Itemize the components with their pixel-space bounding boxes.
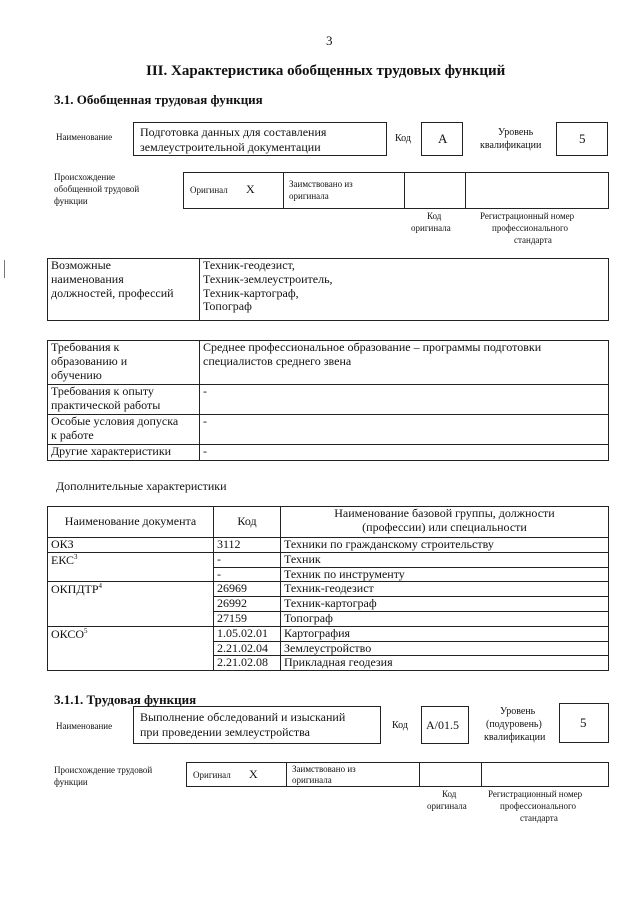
gtf-name-line2: землеустроительной документации <box>140 140 321 154</box>
origin-reg-caption-3: стандарта <box>514 235 552 245</box>
code-cell: 26969 <box>214 582 281 597</box>
gtf-name-box <box>133 122 387 156</box>
req-label-line: Требования к <box>51 340 120 354</box>
position-item: Техник-картограф, <box>203 285 299 300</box>
header-name-line2: (профессии) или специальности <box>362 519 527 534</box>
code-cell: - <box>214 567 281 582</box>
table-row <box>48 626 609 641</box>
req-label-line: Особые условия допуска <box>51 414 179 428</box>
code-cell: 27159 <box>214 611 281 626</box>
doc-name: ОКСО <box>51 626 85 641</box>
tf-level-label-2: (подуровень) <box>486 719 542 730</box>
gtf-level-label-2: квалификации <box>480 140 542 151</box>
tf-name-label: Наименование <box>56 721 113 731</box>
req-label-line: к работе <box>51 427 94 442</box>
name-cell: Техник-геодезист <box>281 582 609 597</box>
gtf-code-value: A <box>438 131 448 146</box>
origin-original-mark: X <box>246 182 255 196</box>
footnote-ref: 5 <box>84 626 88 635</box>
origin-code-caption-1: Код <box>427 211 442 221</box>
positions-label-1: Возможные <box>51 258 111 272</box>
origin-original-label: Оригинал <box>190 185 228 195</box>
table-row <box>48 552 609 567</box>
positions-label-2: наименования <box>51 271 124 286</box>
tf-code-caption-1: Код <box>442 789 457 799</box>
tf-level-label-1: Уровень <box>500 706 536 717</box>
requirements-table <box>47 340 609 461</box>
origin-reg-cell <box>465 172 609 209</box>
origin-code-caption-2: оригинала <box>411 223 451 233</box>
origin-code-cell <box>404 172 466 209</box>
tf-code-value: A/01.5 <box>426 718 459 732</box>
name-cell: Прикладная геодезия <box>281 656 609 671</box>
tf-name-line2: при проведении землеустройства <box>140 725 310 739</box>
name-cell: Топограф <box>281 611 609 626</box>
position-item: Техник-землеустроитель, <box>203 271 333 286</box>
tf-origin-label-2: функции <box>54 777 88 787</box>
code-cell: 2.21.02.04 <box>214 641 281 656</box>
tf-code-caption-2: оригинала <box>427 801 467 811</box>
tf-original-cell <box>186 762 287 787</box>
origin-original-cell <box>183 172 284 209</box>
name-cell: Техник-картограф <box>281 597 609 612</box>
origin-borrowed-line2: оригинала <box>289 191 329 201</box>
req-other-label: Другие характеристики <box>48 445 200 461</box>
doc-name: ОКЗ <box>51 537 74 551</box>
req-conditions-label <box>48 415 200 445</box>
tf-reg-caption-3: стандарта <box>520 813 558 823</box>
req-other-value: - <box>200 445 609 461</box>
tf-borrowed-line2: оригинала <box>292 775 332 785</box>
tf-name-box <box>133 706 381 744</box>
tf-name-line1: Выполнение обследований и изысканий <box>140 710 346 724</box>
origin-borrowed-cell <box>283 172 405 209</box>
header-name <box>281 507 609 538</box>
table-row <box>48 582 609 597</box>
name-cell: Техники по гражданскому строительству <box>281 538 609 553</box>
positions-table <box>47 258 609 321</box>
req-label-line: образованию и <box>51 353 128 368</box>
gtf-level-value: 5 <box>579 131 586 146</box>
req-value-line: специалистов среднего звена <box>203 353 352 368</box>
additional-title: Дополнительные характеристики <box>56 479 227 493</box>
section-title: III. Характеристика обобщенных трудовых функций <box>146 63 506 79</box>
gtf-name-line1: Подготовка данных для составления <box>140 125 327 139</box>
gtf-level-box <box>556 122 608 156</box>
tf-level-box <box>559 703 609 743</box>
doc-cell <box>48 538 214 553</box>
tf-borrowed-line1: Заимствовано из <box>292 764 356 774</box>
positions-label <box>48 259 200 321</box>
code-cell: 3112 <box>214 538 281 553</box>
header-name-line1: Наименование базовой группы, должности <box>334 506 555 520</box>
footnote-ref: 3 <box>74 552 78 561</box>
tf-borrowed-cell <box>286 762 420 787</box>
doc-name: ОКПДТР <box>51 582 99 597</box>
origin-reg-caption-1: Регистрационный номер <box>480 211 575 221</box>
position-item: Топограф <box>203 299 252 314</box>
tf-original-label: Оригинал <box>193 770 231 780</box>
code-cell: - <box>214 552 281 567</box>
req-conditions-value: - <box>200 415 609 445</box>
tf-code-cell <box>419 762 482 787</box>
code-cell: 1.05.02.01 <box>214 626 281 641</box>
doc-name: ЕКС <box>51 552 75 567</box>
doc-cell <box>48 552 214 582</box>
positions-label-3: должностей, профессий <box>51 285 174 300</box>
additional-table <box>47 506 609 671</box>
position-item: Техник-геодезист, <box>203 258 295 272</box>
page-number: 3 <box>326 33 333 48</box>
origin-label-1: Происхождение <box>54 172 116 182</box>
gtf-code-label: Код <box>395 133 411 144</box>
header-doc: Наименование документа <box>48 507 214 538</box>
tf-original-mark: X <box>249 767 258 781</box>
tf-reg-caption-1: Регистрационный номер <box>488 789 583 799</box>
tf-origin-label-1: Происхождение трудовой <box>54 765 153 775</box>
origin-reg-caption-2: профессионального <box>492 223 568 233</box>
name-cell: Техник по инструменту <box>281 567 609 582</box>
name-cell: Землеустройство <box>281 641 609 656</box>
subsection-title: 3.1. Обобщенная трудовая функция <box>54 92 263 107</box>
origin-label-2: обобщенной трудовой <box>54 184 140 194</box>
doc-cell <box>48 582 214 626</box>
tf-title: 3.1.1. Трудовая функция <box>54 692 197 707</box>
req-education-label <box>48 341 200 385</box>
tf-reg-caption-2: профессионального <box>500 801 576 811</box>
tf-code-box <box>421 706 469 744</box>
req-experience-value: - <box>200 385 609 415</box>
name-cell: Техник <box>281 552 609 567</box>
tf-level-value: 5 <box>580 715 587 730</box>
gtf-name-label: Наименование <box>56 132 113 142</box>
header-code: Код <box>214 507 281 538</box>
doc-cell <box>48 626 214 670</box>
code-cell: 2.21.02.08 <box>214 656 281 671</box>
footnote-ref: 4 <box>98 582 103 591</box>
req-value-line: Среднее профессиональное образование – программы подготовки <box>203 340 542 354</box>
tf-level-label-3: квалификации <box>484 732 546 743</box>
gtf-level-label-1: Уровень <box>498 127 534 138</box>
tf-reg-cell <box>481 762 609 787</box>
origin-label-3: функции <box>54 196 88 206</box>
origin-borrowed-line1: Заимствовано из <box>289 179 353 189</box>
gtf-code-box <box>421 122 463 156</box>
code-cell: 26992 <box>214 597 281 612</box>
req-education-value <box>200 341 609 385</box>
req-experience-label <box>48 385 200 415</box>
margin-mark <box>4 260 5 278</box>
table-row <box>48 538 609 553</box>
positions-values <box>200 259 609 321</box>
req-label-line: обучению <box>51 367 102 382</box>
req-label-line: практической работы <box>51 397 161 412</box>
req-label-line: Требования к опыту <box>51 384 154 398</box>
tf-code-label: Код <box>392 720 408 731</box>
name-cell: Картография <box>281 626 609 641</box>
